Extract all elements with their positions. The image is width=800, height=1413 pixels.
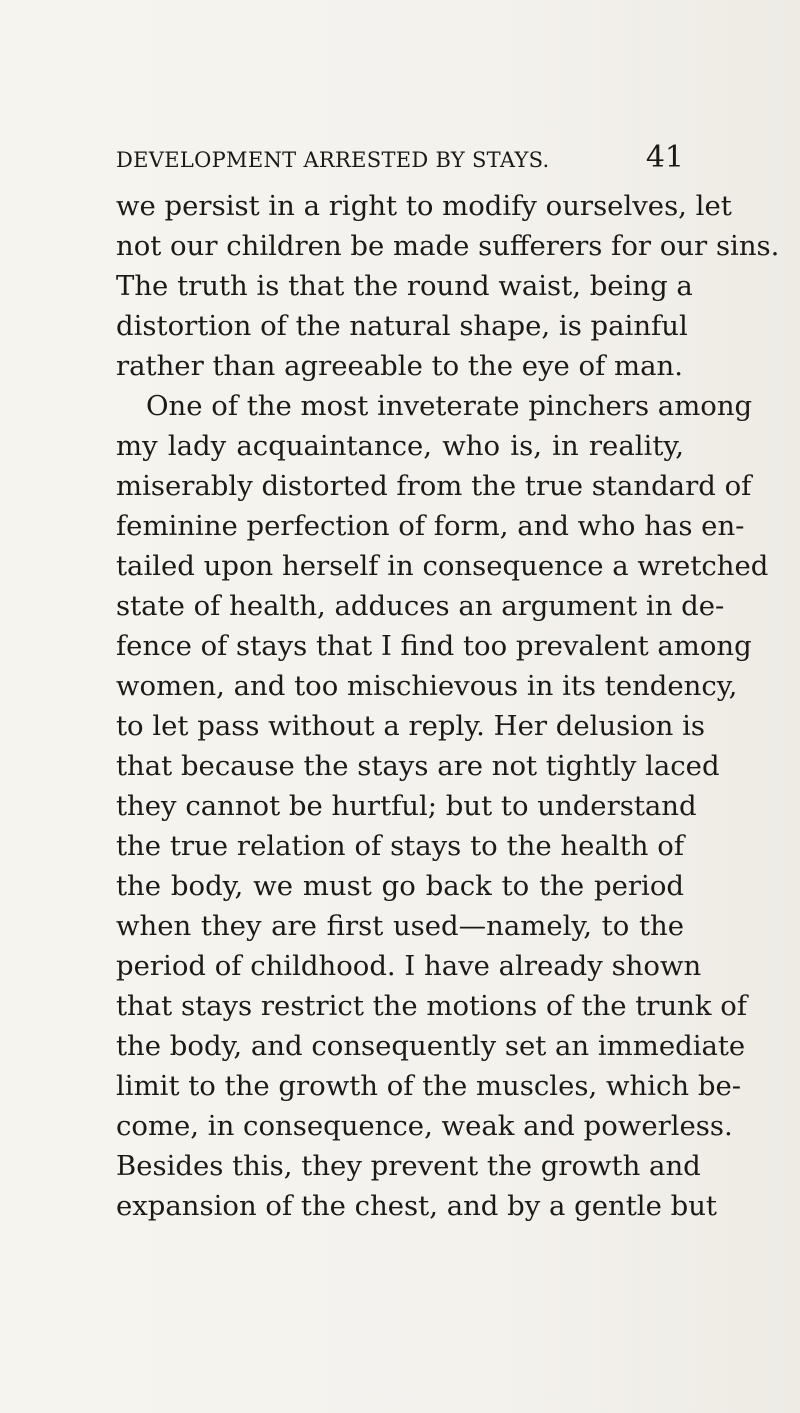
body-text (116, 186, 780, 1226)
text-line: distortion of the natural shape, is painful (116, 310, 688, 342)
text-line: period of childhood. I have already shown (116, 950, 702, 982)
text-line: miserably distorted from the true standard of (116, 470, 752, 502)
text-line: women, and too mischievous in its tendency, (116, 670, 738, 702)
text-line: come, in consequence, weak and powerless. (116, 1110, 733, 1142)
text-line: to let pass without a reply. Her delusion is (116, 710, 706, 742)
text-line: we persist in a right to modify ourselves, let (116, 190, 732, 222)
text-line: the body, we must go back to the period (116, 870, 684, 902)
text-line: fence of stays that I find too prevalent among (116, 630, 752, 662)
text-line: rather than agreeable to the eye of man. (116, 350, 683, 382)
text-line: The truth is that the round waist, being a (116, 270, 693, 302)
page-number: 41 (645, 140, 684, 175)
text-line: they cannot be hurtful; but to understand (116, 790, 697, 822)
text-line: limit to the growth of the muscles, which be- (116, 1070, 742, 1102)
text-line: tailed upon herself in consequence a wretched (116, 550, 769, 582)
text-line: the true relation of stays to the health of (116, 830, 684, 862)
text-line: the body, and consequently set an immediate (116, 1030, 746, 1062)
text-line: when they are first used—namely, to the (116, 910, 684, 942)
text-line: One of the most inveterate pinchers among (146, 390, 753, 422)
text-line: that because the stays are not tightly laced (116, 750, 720, 782)
text-line: feminine perfection of form, and who has en- (116, 510, 745, 542)
text-line: my lady acquaintance, who is, in reality, (116, 430, 684, 462)
text-line: Besides this, they prevent the growth and (116, 1150, 701, 1182)
text-line: expansion of the chest, and by a gentle but (116, 1190, 717, 1222)
running-head (116, 140, 684, 180)
text-line: that stays restrict the motions of the trunk of (116, 990, 748, 1022)
running-title: DEVELOPMENT ARRESTED BY STAYS. (116, 148, 550, 172)
text-line: state of health, adduces an argument in de- (116, 590, 725, 622)
text-line: not our children be made sufferers for our sins. (116, 230, 780, 262)
